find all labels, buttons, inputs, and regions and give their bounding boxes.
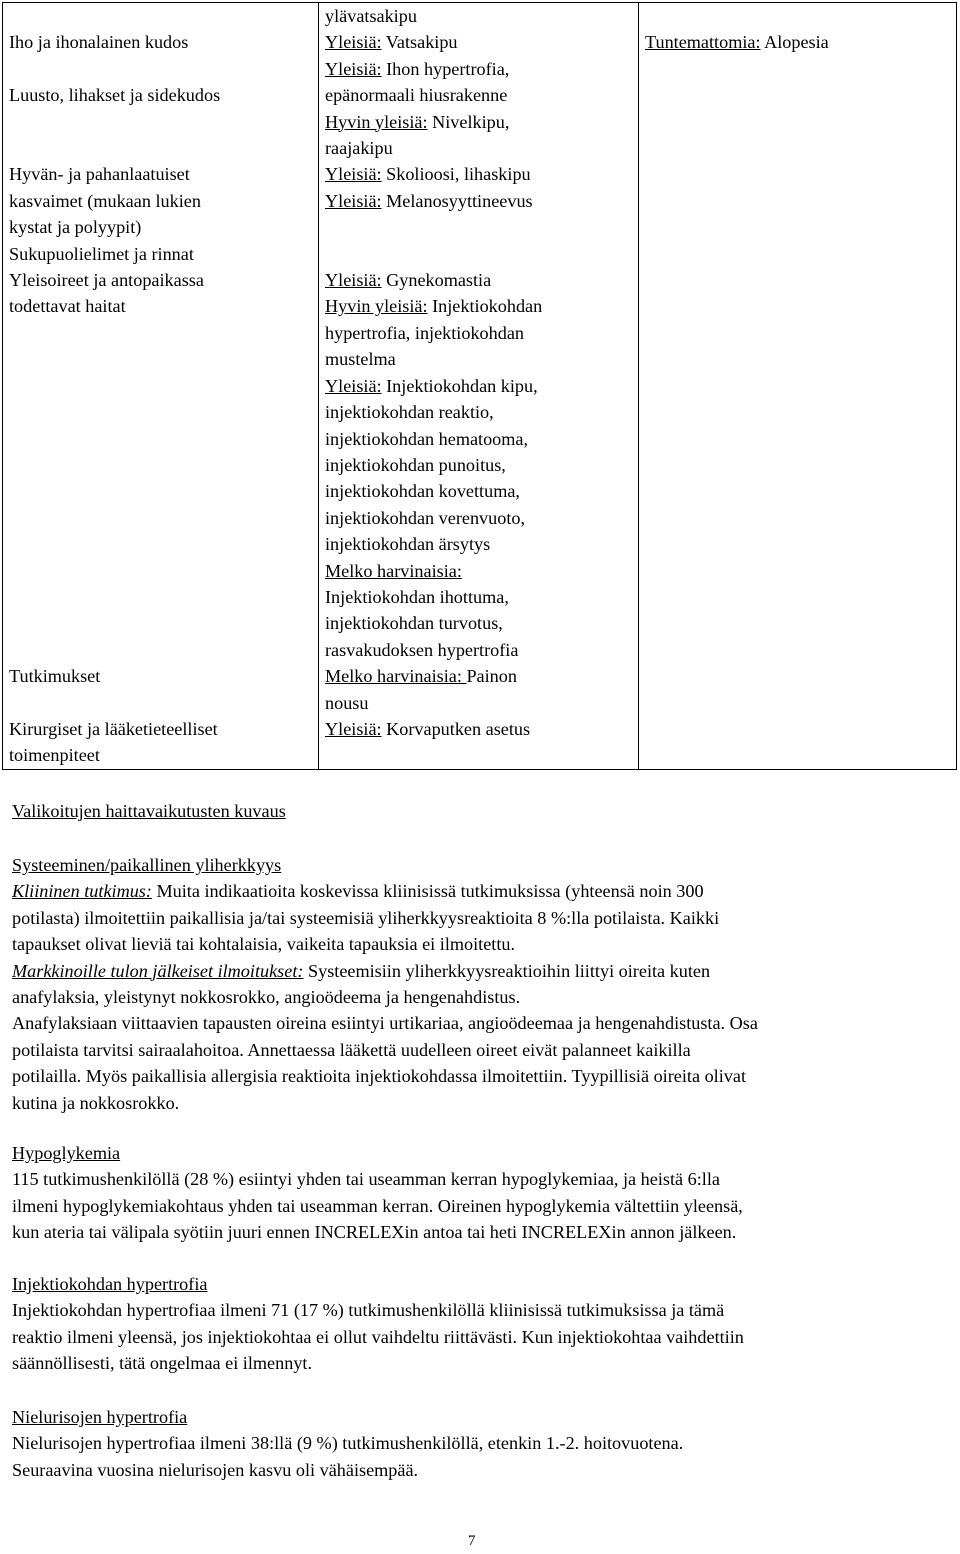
effect-line (325, 716, 632, 742)
frequency-label: Yleisiä: (325, 32, 382, 53)
frequency-label: Yleisiä: (325, 58, 382, 79)
organ-class-line (9, 478, 312, 504)
effect-text: injektiokohdan ärsytys (325, 534, 491, 555)
effect-text: Ihon hypertrofia, (381, 58, 510, 79)
frequency-label: Yleisiä: (325, 270, 382, 291)
hypersensitivity-section (12, 852, 956, 1116)
inj-line-1: reaktio ilmeni yleensä, jos injektiokohtaa ei ollut vaihdeltu riittävästi. Kun injektiokohtaa vaihdettiin (12, 1326, 744, 1347)
organ-class-line: Tutkimukset (9, 666, 101, 687)
hypoglycemia-section (12, 1140, 956, 1246)
effect-line (325, 558, 632, 584)
hs-p2-line-1: anafylaksia, yleistynyt nokkosrokko, angioödeema ja hengenahdistus. (12, 987, 521, 1008)
hypoglycemia-title: Hypoglykemia (12, 1143, 121, 1163)
effect-line (325, 584, 632, 610)
effect-line (325, 452, 632, 478)
section-heading (12, 798, 956, 824)
organ-class-line (9, 610, 312, 636)
inj-line-2: säännöllisesti, tätä ongelmaa ei ilmennyt. (12, 1353, 313, 1374)
unknown-frequency-line (645, 3, 950, 29)
effect-line (325, 610, 632, 636)
clinical-study-label: Kliininen tutkimus: (12, 881, 152, 902)
frequency-label: Hyvin yleisiä: (325, 296, 428, 317)
unknown-frequency-column (639, 3, 957, 770)
page-number: 7 (468, 1533, 476, 1549)
organ-class-line (9, 452, 312, 478)
effect-text: hypertrofia, injektiokohdan (325, 322, 524, 343)
effect-text: epänormaali hiusrakenne (325, 85, 508, 106)
effect-line (325, 742, 632, 768)
organ-class-line: Sukupuolielimet ja rinnat (9, 243, 194, 264)
injection-site-section (12, 1271, 956, 1377)
hypo-line-1: ilmeni hypoglykemiakohtaus yhden tai useamman kerran. Oireinen hypoglykemia vältettiin yleensä, (12, 1195, 743, 1216)
effect-line (325, 135, 632, 161)
organ-class-column (3, 3, 319, 770)
organ-class-line (9, 135, 312, 161)
tonsil-line-0: Nielurisojen hypertrofiaa ilmeni 38:llä (9 %) tutkimushenkilöllä, etenkin 1.-2. hoitovuotena. (12, 1433, 684, 1454)
effect-text: injektiokohdan reaktio, (325, 402, 494, 423)
organ-class-line: Kirurgiset ja lääketieteelliset (9, 718, 218, 739)
frequency-label: Melko harvinaisia: (325, 666, 467, 687)
organ-class-line (9, 690, 312, 716)
hypersensitivity-paragraph-1 (12, 878, 956, 904)
effect-line (325, 320, 632, 346)
effect-line (325, 109, 632, 135)
organ-class-line (9, 531, 312, 557)
effect-line (325, 161, 632, 187)
effect-text: rasvakudoksen hypertrofia (325, 639, 519, 660)
effect-text: injektiokohdan punoitus, (325, 454, 506, 475)
effect-text: raajakipu (325, 138, 393, 159)
organ-class-line: todettavat haitat (9, 296, 126, 317)
hs-p2-line-4: potilailla. Myös paikallisia allergisia reaktioita injektiokohdassa ilmoitettiin. Tyypillisiä oireita olivat (12, 1066, 747, 1087)
effect-line (325, 214, 632, 240)
effects-column (319, 3, 639, 770)
effect-line (325, 346, 632, 372)
effect-line (325, 373, 632, 399)
hs-p1-line-2: tapaukset olivat lieviä tai kohtalaisia, vaikeita tapauksia ei ilmoitettu. (12, 934, 516, 955)
effect-line (325, 505, 632, 531)
hypo-line-0: 115 tutkimushenkilöllä (28 %) esiintyi yhden tai useamman kerran hypoglykemiaa, ja heistä 6:lla (12, 1169, 720, 1190)
organ-class-line: toimenpiteet (9, 745, 100, 766)
organ-class-line: Yleisoireet ja antopaikassa (9, 270, 204, 291)
effect-text: Nivelkipu, (427, 111, 510, 132)
organ-class-line: Iho ja ihonalainen kudos (9, 32, 189, 53)
post-marketing-label: Markkinoille tulon jälkeiset ilmoitukset: (12, 960, 304, 981)
effect-line (325, 29, 632, 55)
frequency-label: Yleisiä: (325, 375, 382, 396)
effect-text: Alopesia (760, 32, 829, 53)
effect-text: Melanosyyttineevus (381, 190, 533, 211)
inj-line-0: Injektiokohdan hypertrofiaa ilmeni 71 (17 %) tutkimushenkilöllä kliinisissä tutkimuksissa ja tämä (12, 1300, 725, 1321)
effect-line (325, 637, 632, 663)
frequency-label: Yleisiä: (325, 718, 382, 739)
effect-text: Skolioosi, lihaskipu (381, 164, 531, 185)
tonsil-section (12, 1404, 956, 1483)
organ-class-line (9, 373, 312, 399)
effect-text: injektiokohdan kovettuma, (325, 481, 520, 502)
effect-line (325, 267, 632, 293)
effect-line (325, 426, 632, 452)
hs-p2-line-2: Anafylaksiaan viittaavien tapausten oireina esiintyi urtikariaa, angioödeemaa ja hengenahdistusta. Osa (12, 1013, 758, 1034)
organ-class-line (9, 399, 312, 425)
hs-p1-line-0: Muita indikaatioita koskevissa kliinisissä tutkimuksissa (yhteensä noin 300 (151, 881, 704, 902)
effect-line (325, 241, 632, 267)
organ-class-line (9, 426, 312, 452)
adverse-effects-table (2, 2, 957, 770)
organ-class-line: Hyvän- ja pahanlaatuiset (9, 164, 190, 185)
effect-line (325, 188, 632, 214)
organ-class-line: Luusto, lihakset ja sidekudos (9, 85, 221, 106)
frequency-label: Yleisiä: (325, 190, 382, 211)
tonsil-title: Nielurisojen hypertrofia (12, 1407, 188, 1427)
injection-site-title: Injektiokohdan hypertrofia (12, 1274, 208, 1294)
organ-class-line (9, 637, 312, 663)
frequency-label: Yleisiä: (325, 164, 382, 185)
effect-text: injektiokohdan verenvuoto, (325, 507, 526, 528)
effect-text: Injektiokohdan kipu, (381, 375, 538, 396)
frequency-label: Melko harvinaisia: (325, 560, 462, 581)
effect-line (325, 478, 632, 504)
organ-class-line: kasvaimet (mukaan lukien (9, 190, 201, 211)
organ-class-line (9, 3, 312, 29)
hypo-line-2: kun ateria tai välipala syötiin juuri ennen INCRELEXin antoa tai heti INCRELEXin annon jälkeen. (12, 1222, 737, 1243)
effect-line (325, 3, 632, 29)
tonsil-line-1: Seuraavina vuosina nielurisojen kasvu oli vähäisempää. (12, 1459, 419, 1480)
effect-line (325, 531, 632, 557)
hs-p2-line-0: Systeemisiin yliherkkyysreaktioihin liittyi oireita kuten (303, 960, 711, 981)
organ-class-line (9, 56, 312, 82)
effect-line (325, 690, 632, 716)
organ-class-line (9, 558, 312, 584)
effect-text: Vatsakipu (381, 32, 458, 53)
hypersensitivity-title: Systeeminen/paikallinen yliherkkyys (12, 855, 282, 875)
effect-text: ylävatsakipu (325, 6, 417, 26)
effect-text: Injektiokohdan (427, 296, 543, 317)
effect-line (325, 663, 632, 689)
frequency-label: Tuntemattomia: (645, 32, 761, 53)
organ-class-line (9, 320, 312, 346)
effect-text: mustelma (325, 349, 396, 370)
effect-text: Injektiokohdan ihottuma, (325, 586, 509, 607)
effect-line (325, 399, 632, 425)
organ-class-line: kystat ja polyypit) (9, 217, 142, 238)
effect-text: nousu (325, 692, 369, 713)
organ-class-line (9, 584, 312, 610)
effect-line (325, 293, 632, 319)
effect-line (325, 82, 632, 108)
section-heading-text: Valikoitujen haittavaikutusten kuvaus (12, 801, 286, 821)
effect-text: Gynekomastia (381, 270, 492, 291)
frequency-label: Hyvin yleisiä: (325, 111, 428, 132)
organ-class-line (9, 109, 312, 135)
unknown-frequency-line (645, 29, 950, 55)
effect-text: Korvaputken asetus (381, 718, 531, 739)
organ-class-line (9, 505, 312, 531)
hs-p2-line-5: kutina ja nokkosrokko. (12, 1092, 180, 1113)
hs-p2-line-3: potilaista tarvitsi sairaalahoitoa. Annettaessa lääkettä uudelleen oireet eivät palanneet kaikilla (12, 1039, 691, 1060)
hypersensitivity-paragraph-2 (12, 958, 956, 984)
organ-class-line (9, 346, 312, 372)
effect-line (325, 56, 632, 82)
effect-text: injektiokohdan hematooma, (325, 428, 529, 449)
effect-text: Painon (466, 666, 517, 687)
hs-p1-line-1: potilasta) ilmoitettiin paikallisia ja/tai systeemisiä yliherkkyysreaktioita 8 %:lla potilaista. Kaikki (12, 907, 720, 928)
effect-text: injektiokohdan turvotus, (325, 613, 503, 634)
